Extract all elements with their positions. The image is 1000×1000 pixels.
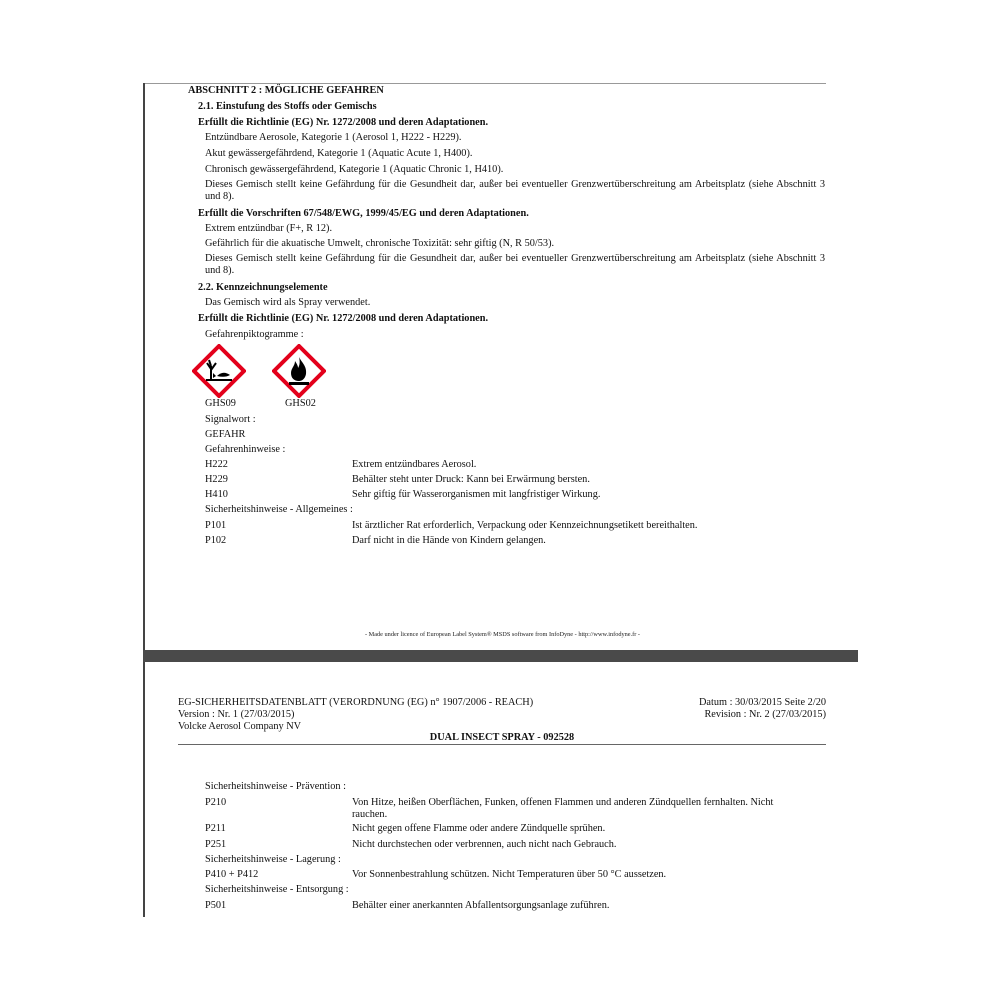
document-title: EG-SICHERHEITSDATENBLATT (VERORDNUNG (EG) n° 1907/2006 - REACH) xyxy=(178,697,534,708)
precaution-code: P101 xyxy=(205,520,227,531)
company-name: Volcke Aerosol Company NV xyxy=(178,721,302,732)
precaution-code: P211 xyxy=(205,823,226,834)
section-title: ABSCHNITT 2 : MÖGLICHE GEFAHREN xyxy=(188,85,384,96)
classification-line: Dieses Gemisch stellt keine Gefährdung für die Gesundheit dar, außer bei eventueller Grenzwertüberschreitung am Arbeitsplatz (siehe Abschnitt 3 und 8). xyxy=(205,253,825,276)
date-page-info: Datum : 30/03/2015 Seite 2/20 xyxy=(699,697,826,708)
section-top-rule xyxy=(145,83,826,84)
classification-line: Akut gewässergefährdend, Kategorie 1 (Aquatic Acute 1, H400). xyxy=(205,148,473,159)
version-info: Version : Nr. 1 (27/03/2015) xyxy=(178,709,295,720)
precaution-text: Nicht gegen offene Flamme oder andere Zündquelle sprühen. xyxy=(352,823,606,834)
precaution-text: Vor Sonnenbestrahlung schützen. Nicht Temperaturen über 50 °C aussetzen. xyxy=(352,869,667,880)
classification-line: Gefährlich für die akuatische Umwelt, chronische Toxizität: sehr giftig (N, R 50/53). xyxy=(205,238,555,249)
classification-line: Chronisch gewässergefährdend, Kategorie 1 (Aquatic Chronic 1, H410). xyxy=(205,164,504,175)
hazard-text: Sehr giftig für Wasserorganismen mit langfristiger Wirkung. xyxy=(352,489,601,500)
signal-word: GEFAHR xyxy=(205,429,246,440)
precaution-code: P102 xyxy=(205,535,227,546)
hazard-code: H222 xyxy=(205,459,228,470)
classification-line: Extrem entzündbar (F+, R 12). xyxy=(205,223,333,234)
flame-icon xyxy=(272,344,326,398)
hazard-code: H410 xyxy=(205,489,228,500)
subsection-title: 2.1. Einstufung des Stoffs oder Gemischs xyxy=(198,101,377,112)
prevention-label: Sicherheitshinweise - Prävention : xyxy=(205,781,346,792)
hazard-text: Behälter steht unter Druck: Kann bei Erwärmung bersten. xyxy=(352,474,590,485)
page-left-rule xyxy=(143,662,145,917)
classification-line: Entzündbare Aerosole, Kategorie 1 (Aerosol 1, H222 - H229). xyxy=(205,132,462,143)
precaution-code: P251 xyxy=(205,839,227,850)
header-rule xyxy=(178,744,826,745)
environment-hazard-icon xyxy=(192,344,246,398)
precaution-text: Nicht durchstechen oder verbrennen, auch nicht nach Gebrauch. xyxy=(352,839,617,850)
precaution-text: Darf nicht in die Hände von Kindern gelangen. xyxy=(352,535,546,546)
precaution-text: Ist ärztlicher Rat erforderlich, Verpackung oder Kennzeichnungsetikett bereithalten. xyxy=(352,520,698,531)
regulation-heading: Erfüllt die Vorschriften 67/548/EWG, 1999/45/EG und deren Adaptationen. xyxy=(198,208,529,219)
precaution-code: P210 xyxy=(205,797,227,808)
signal-word-label: Signalwort : xyxy=(205,414,256,425)
hazard-statements-label: Gefahrenhinweise : xyxy=(205,444,286,455)
revision-info: Revision : Nr. 2 (27/03/2015) xyxy=(704,709,826,720)
regulation-heading: Erfüllt die Richtlinie (EG) Nr. 1272/2008 und deren Adaptationen. xyxy=(198,117,489,128)
precaution-text: Von Hitze, heißen Oberflächen, Funken, offenen Flammen und anderen Zündquellen fernhalten. Nicht rauchen. xyxy=(352,797,774,820)
hazard-text: Extrem entzündbares Aerosol. xyxy=(352,459,477,470)
usage-line: Das Gemisch wird als Spray verwendet. xyxy=(205,297,371,308)
general-precautions-label: Sicherheitshinweise - Allgemeines : xyxy=(205,504,353,515)
page-divider xyxy=(143,650,858,662)
product-name: DUAL INSECT SPRAY - 092528 xyxy=(429,732,575,743)
classification-line: Dieses Gemisch stellt keine Gefährdung für die Gesundheit dar, außer bei eventueller Grenzwertüberschreitung am Arbeitsplatz (siehe Abschnitt 3 und 8). xyxy=(205,179,825,202)
page-left-rule xyxy=(143,83,145,650)
regulation-heading: Erfüllt die Richtlinie (EG) Nr. 1272/2008 und deren Adaptationen. xyxy=(198,313,489,324)
subsection-title: 2.2. Kennzeichnungselemente xyxy=(198,282,328,293)
storage-label: Sicherheitshinweise - Lagerung : xyxy=(205,854,341,865)
disposal-label: Sicherheitshinweise - Entsorgung : xyxy=(205,884,349,895)
precaution-code: P501 xyxy=(205,900,227,911)
precaution-code: P410 + P412 xyxy=(205,869,259,880)
pictogram-code: GHS02 xyxy=(285,398,316,409)
pictograms-label: Gefahrenpiktogramme : xyxy=(205,329,304,340)
software-footer: - Made under licence of European Label System® MSDS software from InfoDyne - http://www.infodyne.fr - xyxy=(364,631,641,638)
hazard-code: H229 xyxy=(205,474,228,485)
pictogram-code: GHS09 xyxy=(205,398,236,409)
precaution-text: Behälter einer anerkannten Abfallentsorgungsanlage zuführen. xyxy=(352,900,610,911)
